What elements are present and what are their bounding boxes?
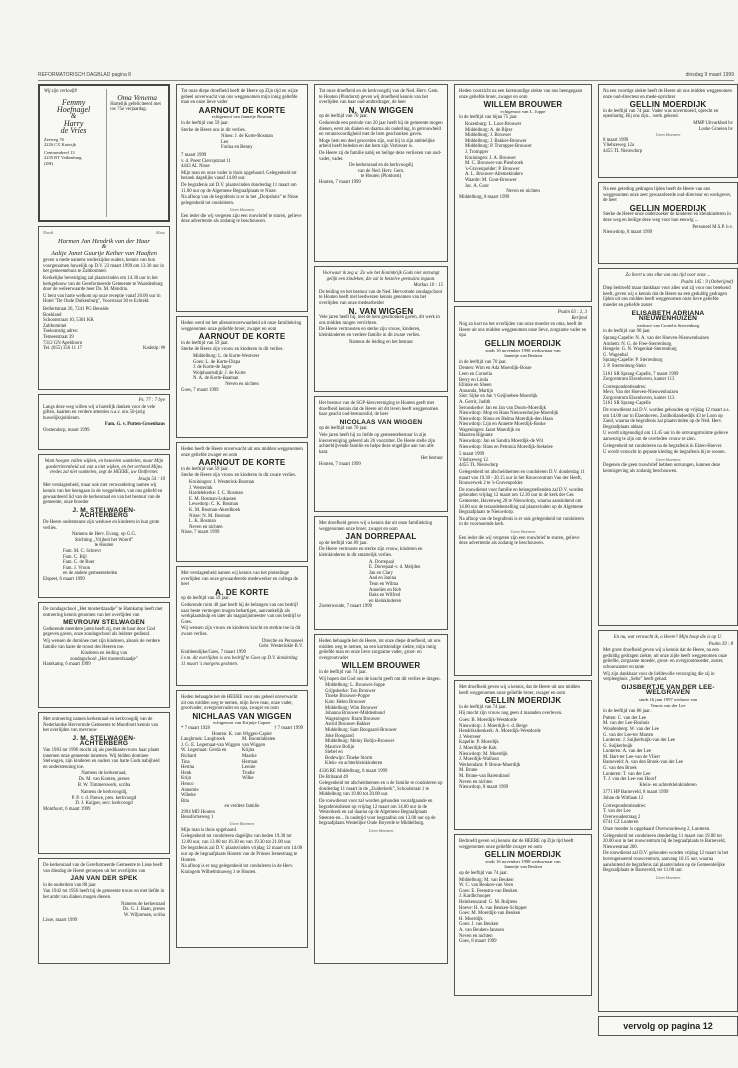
place-date: Houten, 7 maart 1999 <box>319 179 361 185</box>
notice-text: Na afloop van de begrafenis is er in het „Dorpshuis” te Nisse gelegenheid tot condoleren. <box>181 195 299 206</box>
deceased-name: J. M. STELWAGEN- ACHTERBERG <box>72 734 136 748</box>
column-5 <box>598 84 738 1036</box>
notice-text: Na afloop van de begrafenis is er ook gelegenheid tot condoleren in de voornoemde kerk. <box>459 516 584 528</box>
death-notice <box>176 442 308 562</box>
death-date: † 7 maart 1999 <box>274 725 303 731</box>
deceased-name: JAN VAN DER SPEK <box>70 875 138 883</box>
name-oma-venema: Oma Venema <box>117 93 157 102</box>
notice-text: Sterke de Heere onze onderzoeker de kinderen en kleinkinderen in deze weg en heilige deze weg voor hun eeuwig ... <box>603 212 731 223</box>
notice-text: De kerkenraad van de Gereformeerde Gemeente te Lisse heeft van dinsdag de Heere geroepen uit het overlijden van <box>43 863 163 874</box>
wedding-notice <box>38 226 170 390</box>
notice-text: De leiding en het bestuur van de Ned. Hervormde zondagschool te Houten heeft met leedwezen kennis genomen van het overlijden van onze medearbeider <box>319 289 443 306</box>
family-list: Houten: K. van Wiggen-Capier <box>212 731 272 737</box>
notice-text: Gelegenheid tot condoleren dagelijks van heden 19.30 tot 12.00 uur, van 13.00 tot 16.30 en van 19.30 tot 21.00 uur. <box>181 834 292 845</box>
notice-text: Gedurende een periode van 20 jaar heeft hij de gemeente mogen dienen, eerst als diaken en daarna als ouderling, in getrouwheid en verantwoordigheid met de hem geschonken gaven. <box>319 120 443 138</box>
notice-text: Met verslagenheid namen wij kennis van het plotselinge overlijden van onze gewaardeerde medewerker en collega de heer <box>181 571 299 588</box>
notice-text: Heden behaagde het de Heere, tot onze diepe droefheid, uit ons midden weg te nemen, na een kortstondige ziekte, mijn innig geliefde man en onze lieve zorgzame vader, groot- en overgrootvader <box>319 639 441 661</box>
notice-text: Wij wensen zijn vrouw en kinderen kracht en sterkte toe in dit zware verlies. <box>181 626 301 637</box>
family-list: Putten: C. van der Lee M. van der Lee-Boshuis Woudenberg: W. van der Lee G. van der Lee-ter Marten Lunteren: J. Suijkerbuijk-van der Lee G. Suijkerbuijk Lunteren: A. van der Lee M. Hart-ter Lee-van de Vliert Barneveld: A. van den Broek-van der Lee G. van den Broek Lunteren: T. van der Lee T. J. van der Lee-van Hoorf <box>603 715 684 783</box>
deceased-name: GELLIN MOERDIJK <box>484 850 562 860</box>
notice-text: Met grote droefheid geven wij u kennis dat de Heere, na een geduldig gedragen ziekte, uit onze zijde heeft weggenomen onze geliefde, zorgzame moeder, groot- en overgrootmoeder, zuster, schoonzuster en tante <box>603 648 728 670</box>
notice-text: in de ouderdom van 88 jaar. <box>43 882 97 888</box>
signature: Het bestuur <box>420 456 443 462</box>
deceased-name: N. VAN WIGGEN <box>348 306 414 316</box>
deceased-subtitle: echtgenoot van L. Joppe <box>500 108 546 114</box>
header-left: REFORMATORISCH DAGBLAD pagina 8 <box>38 72 131 78</box>
notice-text: Mijn man en onze vader is thuis opgebaard. Gelegenheid tot bezoek dagelijks vanaf 14.00 uur. <box>181 170 297 182</box>
family-list: Klein- en achterkleinkinderen <box>639 782 697 788</box>
family-list: M. Boomlahisten van Wiggen Krijna Maarke Herman Leonie Trudie Wilke <box>242 737 276 782</box>
family-list: en verdere familie <box>224 804 260 810</box>
death-notice <box>314 516 448 630</box>
signature: De kerkenraad en de kerkvoogdij van de Ned. Herv. Gem. te Houten (Plotdorst) <box>349 163 413 180</box>
age-line: in de leeftijd van 59 jaar. <box>181 120 229 126</box>
bible-reference: Jesaja 54 : 10 <box>137 476 165 482</box>
colleague-notice <box>176 566 308 686</box>
bible-reference: Psalm 145 : 9 (Onberijmd) <box>681 279 733 285</box>
age-line: op de leeftijd van 70 jaar. <box>319 114 368 120</box>
deceased-name: AARNOUT DE KORTE <box>198 105 286 115</box>
notice-text: Vele jaren heeft hij zo liefde op gemeentebestuur in zijn kiesvereniging geleerd als 26 voorzitter. De Heere stelle zijn achterblijvende familie en helpe deze ongelijke aan van alle kant. <box>319 432 436 455</box>
no-flowers-note: Geen bloemen <box>510 528 536 534</box>
age-line: in de leeftijd van 86 jaar. <box>603 709 651 715</box>
notice-text: Gedurende meerdere jaren heeft zij, met de haar door God gegeven gaven, onze zondagschool als leidster gediend. <box>43 626 155 638</box>
notice-text: De rouwdienst voor zal worden gehouden voorafgaande en begrafenisdienst op vrijdag 12 maart om 14.00 uur in de Westerkerk en zal daarna op de Algemene Begraafplaats Steenen-en... In oudstijd voor begraafnis om 13.00 uur op de begraafplaats Westelijke Oude Boyerde te Middelburg. <box>319 799 436 827</box>
place-date: Montfoort, 6 maart 1999 <box>43 806 91 812</box>
sunday-school-notice <box>314 266 448 392</box>
age-line: in de leeftijd van 74 jaar. <box>319 669 367 675</box>
deceased-name: WILLEM BROUWER <box>341 661 421 671</box>
bible-reference: Markus 10 : 15 <box>413 283 443 289</box>
association-notice <box>314 396 448 512</box>
bible-quote: Want hoegen vallen wijken, en heuvelen wankelen, maar Mijn goedertierenheid zal van u niet wijken, en het verbond Mijns vredes zal niet wankelen, zegt de HEERE, uw Ontfermer. <box>44 459 164 476</box>
notice-text: Het bestuur van de SGP-kiesvereniging te Houten geeft met droefheid kennis dat de Heere uit dit leven heeft weggenomen haar geacht oud-bestuurslid, de heer <box>319 401 439 418</box>
family-list: A. Dorrepaal E. Dorrepaal-v. d. Meijden Jan en Clary Aad en Janina Teun en Wilma Annelies en Rob Baks en Wilfred en kleinkinderen <box>369 559 421 604</box>
deceased-name: NICHLAAS VAN WIGGEN <box>192 711 292 721</box>
notice-header: Altoe <box>155 230 165 235</box>
closure-note: I.v.m. dit overlijden is ons bedrijf te Goes op D.V. donderdag 11 maart 's morgens gesloten. <box>181 656 298 667</box>
place-date: Goes, 8 maart 1999 <box>459 939 497 945</box>
notice-text: U bent van harte welkom op onze receptie vanaf 20.00 uur in Hotel "De Oude Duikenburg", Voorstraat 30 te Echteld. <box>43 293 161 305</box>
correspondence-address: Correspondentieadres: Mevr. Van der Hoeven-Nieuwenhuizen Zorgcentrum Elzenhoven, kamer 113 5161 SR Sprang-Capelle <box>603 384 679 407</box>
deceased-name: GELLIN MOERDIJK <box>629 203 707 213</box>
name-hoefnagel: Hoefnagel <box>56 104 91 114</box>
name-femmy: Femmy <box>61 97 86 107</box>
family-list: Neven en nichten <box>506 189 540 195</box>
signature: MMP Uitvarkhed bv Loshe Groeien bv <box>693 120 733 132</box>
notice-text: Wij wensen de dominee met zijn kinderen, alsook de verdere familie van harte de troost des Heeren toe. <box>43 638 161 650</box>
place-date: Nieuwdorp, 8 maart 1999 <box>459 785 509 791</box>
bible-reference: Psalm 63 : 2, 3 Berijmd <box>557 310 587 321</box>
notice-text: De rouwdienst zal D.V. worden gehouden op vrijdag 12 maart a.s. om 14.00 uur in Elzenhoven, Zuidhollandsedijk 43 te Loon op Zand, waarna de begrafenis zal plaatsvinden op de Ned. Herv. Begraafplaats aldaar. <box>603 408 730 430</box>
notice-text: De begrafenis zal D.V. plaatsvinden vrijdag 12 maart om 14.00 uur op de begraafplaats Houten van de Prinses Irenestraag te Houten. <box>181 846 303 863</box>
family-list: Sprang-Capelle: N. A. van der Hoeven-Nieuwenhuizen Arnhem: N. G. de Free-Sterrenburg Hengelo: G. N. Wagenhal-Sterrenburg G. Wagenhal Sprang-Capelle: P. Sterrenburg J. P. Sterrenburg-Stein <box>603 335 709 369</box>
age-line: op de leeftijd van 59 jaar. <box>181 596 230 602</box>
deceased-name: ELISABETH ADRIANA NIEUWENHUIZEN <box>631 309 705 323</box>
place-date: Nieuwdorp, 8 maart 1999 <box>603 230 653 236</box>
name-harry: Harry <box>63 118 84 128</box>
company-notice <box>598 182 738 264</box>
address-block: 2994 MD Houten Beaufortseweg 1 <box>181 809 215 821</box>
correspondence-address: Correspondentieadres: T. van der Lee Overwoudestraag 2 6741 CZ Lunteren <box>603 803 647 826</box>
address-line: 2235 BT Valkenburg <box>44 155 82 161</box>
family-list: Goes: B. Moerdijk-Westdorde Nieuwdorp: J. Moerdijk-v. d. Berge Hendriksikeskerk: A. Moerdijk-Westdorde J. Westveer Kapelle: P. Moerdijk J. Moerdijk-de Kok Nieuwdorp: M. Moerdijk J. Moerdijk-Walhout Werkendam: P. Brune-Moerdijk M. Brune M. Brune-van Barendraud Neven en nichten <box>459 717 541 785</box>
family-list: Middelburg: L. de Korte-Westveer Goes: L. de Korte-Dispa J. de Korte-de Jager Wolphaartsdijk: J. de Korte N. A. de Korte-Baaman <box>193 353 260 382</box>
signature: Namens de kerkenraad, Ds. M. van Kooten, preses B. W. Timmerswerk, scriba <box>77 771 131 788</box>
place-date: Houten, 7 maart 1999 <box>319 461 361 467</box>
notice-text: Gelegenheid tot afscheidnemen en condoleren D.V. donderdag 11 maart van 19.30 - 20.15 uur in het Rouwcentrum Van der Heeft, Bouwerwek 2 te 's-Gravenpolder. <box>459 470 585 487</box>
notice-text: Nog zo kort na het overlijden van onze moeder en oma, heeft de Heere uit ons midden weggenomen onze lieve, zorgzame vader en opa <box>459 322 587 339</box>
place-date: Elspeet, 6 maart 1999 <box>43 576 85 582</box>
notice-text: Moge hem ten deel geworden zijn, wat hij in zijn ambtelijke arbeid heeft beleden en dat hem zijn Verlosser is. <box>319 138 435 150</box>
signature: Namens de leiding en het bestuur <box>348 339 414 345</box>
place-date: Hamkamp, 6 maart 1999 <box>43 662 91 668</box>
family-list: Deuten: Wim en Ada Moerdijk-Bosse Leen en Cornelia Berry en Linda Ellinke en Sheen Annanda, Martijn Sint: Sijke en Jan 't Geijloeben-Moerdijk A. Gerrit, Judith Serooskerke: Jan en Jan van Doorn-Moerdijk Nieuwdorp: Mop en Hans Nieuwenhuijse-Moerdijk Nieuwdorp: Rinus en Helma Moerdijk-den Haan Nieuwdorp: Lijn en Annette Moerdijk-Boske Wageningen: Jaant Moerdijk en Maarten Bijpunte Nieuwdorp: Jan en Sandra Moerdijk-de Wit Nieuwdorp: Hans en Petronia Moerdijk-Stekelee <box>459 366 559 450</box>
notice-text: Kerkelijke bevestiging zal plaatsvinden om 14.30 uur in het kerkgebouw van de Gereformeerde Gemeente te Waardenburg door de weleerwaarde heer Ds. M. Mondria. <box>43 275 163 293</box>
signature: Personeel M.S.P. b.v. <box>692 224 733 230</box>
notice-text: Sterke de Heere ons in dit verlies. <box>181 127 246 133</box>
church-notice <box>314 84 448 262</box>
death-notice <box>176 84 308 312</box>
age-line: in de leeftijd van 59 jaar. <box>181 340 229 346</box>
notice-text: U wordt verzocht in gepaste kleding de begrafenis bij te wonen. <box>603 450 726 456</box>
notice-text: De Heere vertrooste en sterke zijn vrouw, kinderen en kleinkinderen in dit smartelijk verlies. <box>319 547 423 558</box>
signature: Directie en Personeel Gebr. Westerinkle B.V. <box>258 638 303 650</box>
name-list: Fam. M. C. Schrevr Fam. C. Bijl Fam. C. de Boer Fam. J. Vroon en de andere gemeenteleden <box>63 548 118 577</box>
deceased-subtitle: sinds 16 november 1998 weduwnaar van Jannetje van Beuken <box>485 347 561 359</box>
address-block: 8 maart 1999 Vliebzeweg 12a 4455 TL Nieuwdorp <box>603 137 643 154</box>
address-block: 5 maart 1999 Vliebzeweg 12 4455 TL Nieuwdorp <box>459 452 499 469</box>
page-header <box>38 72 734 81</box>
place-date: Zoeterwoude, 7 maart 1999 <box>319 604 373 610</box>
congrats-text: Hartelijk gefeliciteerd met uw 75e verjaardag. <box>110 101 161 113</box>
notice-text: De Heere ondersteune zijn weduwe en kinderen in hun grote verlies. <box>43 519 160 531</box>
notice-text: Heden voorzicht na een kortstondige ziekte van ons heengegaan onze geliefde broer, zwager en oom <box>459 89 583 100</box>
notice-text: geven u mede namens wederzijdse ouders, kennis van hun voorgenomen huwelijk op D.V. 23 maart 1999 om 13.30 uur in het gemeentehuis te Zaltbommel. <box>43 258 164 275</box>
condolence-notice <box>38 454 170 598</box>
ampersand: & <box>101 243 107 250</box>
no-flowers-note: Geen bloemen <box>368 828 394 833</box>
family-list: Middelburg: L. Brouwer-Joppe Grijpskerke: Ton Brouwer Tineke Brouwer-Poppe Kats: Helen Brouwer Middelburg: Wim Brouwer Johanna Brouwer-Middenhuud Wageningen: Bram Brouwer Astrid Brouwer-Bakker Middelburg: Sam Boogaard-Brouwer Joke Boogaard Middelburg: Meiny Bolijn-Brouwer Maurice Bolijn <box>325 683 397 750</box>
place-date: Nisse, 7 maart 1999 <box>181 530 220 536</box>
notice-text: De zondagschool „Het mosterdzaadje” te Hamkamp heeft met ontroering kennis genomen van het overlijden van <box>43 607 163 618</box>
signature: Fam. G. v. Putten-Groenhaus <box>104 422 165 428</box>
place-date: Lisse, maart 1999 <box>43 918 78 924</box>
deceased-name: AARNOUT DE KORTE <box>198 458 286 468</box>
continued-on-page-link[interactable]: vervolg op pagina 12 <box>598 1016 738 1036</box>
notice-text: Na een geleding gedragen lijden heeft de Heere van ons weggenomen onze zeer gewaardeerde oud-directeur en werkgever, de heer <box>603 187 732 204</box>
address-line: 2226 CX Katwijk <box>44 142 76 148</box>
deceased-subtitle: echtgenoot van Jannetje Bosman <box>211 114 273 120</box>
deceased-name: J. M. STELWAGEN- ACHTERBERG <box>72 506 136 520</box>
age-line: op de leeftijd van 70 jaar. <box>319 426 368 432</box>
notice-text: Van 1983 tot 1996 mocht zij als predikantsvrouw haar plaats innemen onze gemeente innemen. Wij bidden dominee Stelwagen, zijn kinderen en ouders van harte Gods nabijheid en ondersteuning toe. <box>43 747 160 770</box>
gift-tip: Kadotip: ✉ <box>142 346 165 352</box>
signature: Kinderen en leiding van zondagschool „Het mosterdzaadje” <box>70 651 138 662</box>
age-line: in de leeftijd van 59 jaar. <box>181 466 229 472</box>
family-list: Siebel en Bodewijn: Tineke Storm Klein- en achterkleinkinderen <box>325 750 383 767</box>
notice-text: Met verslagenheid, maar ook met verwondering namen wij kennis van het heengaan in de weggeleden, van ons geliefd en gewaardeerd lid van de kerkenraad en van het bestuur van de gemeente, onze broeder <box>43 483 163 506</box>
notice-text: Heden heeft de Heere onverwacht uit ons midden weggenomen onze geliefde zwager en oom <box>181 447 303 458</box>
death-notice <box>598 630 738 1012</box>
notice-text: De rouwdienst voor familie en belangstellenden zal D.V. worden gehouden vrijdag 12 maart om 12.30 uur in de kerk der Ger. Gemeente, Havenweg 28 te Nieuwdorp, waarna aansluitend om 14.00 uur de teraardebestelling zal plaatsvinden op de Algemene Begraafplaats te Nieuwdorp. <box>459 487 584 516</box>
deceased-name: WILLEM BROUWER <box>483 100 563 110</box>
engagement-notice <box>38 84 170 222</box>
deceased-name: N. VAN WIGGEN <box>348 105 414 115</box>
company-notice <box>598 84 738 178</box>
notice-text: De rouwdienst zal D.V. gehouden worden vrijdag 12 maart in het bovengenoemd rouwcentrum, aanvang 10.15 uur, waarna aansluitend de begrafenis zal plaatsvinden op de Gemeentelijke Begraafplaats te Barneveld, ter 11.00 uur. <box>603 851 729 874</box>
notice-text: Diep bedroefd maar dankbaar voor alles wat zij voor ons betekend heeft, geven wij u kennis dat de Heere na een geduldig gedragen lijden uit ons midden heeft weggenomen onze lieve geliefde moeder en geliefde zuster <box>603 286 731 308</box>
death-notice <box>454 306 592 676</box>
bible-quote: Zo lleert u ons elke van ons tijd voor onze ... <box>625 273 711 278</box>
notice-text: Heden behaagde het de HEERE voor ons geheel onverwacht uit ons midden weg te nemen, mijn lieve man, onze vader, grootvader, overgrootvader en opa, zwager en oom <box>181 695 298 712</box>
age-line: op de leeftijd van 89 jaar. <box>319 540 368 546</box>
column-1 <box>38 84 170 968</box>
notice-text: Met droefheid geven wij u kennis dat uit onze familiekring weggenomen onze broer, zwager en oom <box>319 521 433 532</box>
family-list: Kruiningen: J. Westerink-Bosman J. Westerink Hardelekerke: J. C. Bosman E. M. Bosman-Lukassen Lewedorp: C. K. Bosman K. M. Bosman-Akerdboek Nisse: N. M. Bosman L. K. Bosman Neven en nichten <box>189 479 255 530</box>
birth-date: * 7 maart 1928 <box>181 725 210 731</box>
signature: Namens de kerkvoogdij, P. P. v. d. Pauwe, pres. kerkvoogd D. J. Kuijper, secr. kerkvoogd <box>71 790 137 807</box>
deceased-name: JAN DORREPAAL <box>345 532 417 542</box>
notice-text: Bedroefd geven wij kennis dat de HEERE op Zijn tijd heeft weggenomen onze geliefde zwager en oom <box>459 839 574 850</box>
age-line: in de leeftijd van 90 jaar. <box>603 329 651 335</box>
no-flowers-note: Geen bloemen <box>229 207 255 213</box>
notice-text: Een ieder die wij vergeten zijn een rouwbrief te sturen, gelieve deze advertentie als zodanig te beschouwen. <box>459 535 580 547</box>
column-2 <box>176 84 308 952</box>
address-block: 5161 SR Sprang-Capelle, 7 maart 1999 Zorgcentrum Elzenhoven, kamer 113 <box>603 371 679 383</box>
family-list: Middelburg: M. van Beuken W. C. van Beuken-van Veen Goes: E. Feenstra-van Beuken J. Kardbchooper Heinkenszand: G. M. Ruijtens Hoeve: H. A. van Beuken-Schipper Goes: M. Moerdijk-van Beuken H. Moerdijk Goes: J. van Beuken A. van Beuken-Janssen Neven en nichten <box>459 877 527 939</box>
deceased-subtitle: weduwe van Cornelis Sterrenburg <box>636 322 700 328</box>
notice-text: Gelegenheid tot condoleren donderdag 11 maart van 19.00 tot 20.00 uur in het rouwcentrum bij de begraafplaats te Barneveld, Nieuwestraat 260. <box>603 833 726 850</box>
death-notice <box>176 690 308 948</box>
notice-text: Onze moeder is opgebaard Overwoudeweg 2, Lunteren. <box>603 827 711 832</box>
notice-text: Heden werd tot het allesomvoerwaarheid uit onze familiekring weggenomen onze geliefde broer, zwager en oom <box>181 321 302 332</box>
condolence-notice <box>38 602 170 708</box>
notice-text: Vele jaren heeft hij, met de hem geschonken gaven, dit werk in ons midden mogen verrichten. <box>319 315 440 326</box>
bible-reference: Ps. 77 : 7 bye <box>138 398 165 403</box>
notice-text: Tot onze droefheid en de kerkvoogdij van de Ned. Herv. Gem. te Houten (Plotdorst) geven wij droefheid kennis van het overlijden van haar oud-ambtsdrager, de heer <box>319 89 439 106</box>
notice-text: Sterke de Heere zijn vrouw en kinderen in dit zware verlies. <box>181 473 297 479</box>
bible-quote: En nu, wat verwacht ik, o Heere? Mijn hoop die is op U. <box>613 635 723 640</box>
notice-text: Wij zijn dankbaar voor de liefdevolle verzorging die zij in verpleeghuis „Sebo” heeft gehad. <box>603 671 715 683</box>
notice-text: Gelegenheid tot afscheidnemen en u de familie te condoleren op donderdag 11 maart in de „Zuiderkerk”, Schoolstraat 1 te Middelburg van 19.00 tot 20.00 uur. <box>319 781 443 798</box>
notice-text: Een ieder die wij vergeten zijn een rouwbrief te sturen, gelieve deze advertentie als zodanig te beschouwen. <box>181 213 302 225</box>
condolence-notice <box>38 712 170 854</box>
family-list: Nines: J. de Korte-Bosman Leo Farina en Benny <box>221 134 273 151</box>
address-line: Zeeweg 76 <box>44 136 64 142</box>
address-block: 4336 RE Middelburg, 8 maart 1999 De Britsand 49 <box>319 769 388 780</box>
column-3 <box>314 84 448 968</box>
place-date: Goes, 7 maart 1999 <box>181 387 219 393</box>
notice-text: in de leeftijd van 74 jaar. Vader was onvermoeid, oprecht en openhartig. Bij ons zijn... werk gekend. <box>603 108 719 120</box>
bible-reference: Psalm 39 : 8 <box>708 641 733 647</box>
age-line: in de leeftijd van 74 jaar. <box>459 704 507 710</box>
column-4 <box>454 84 592 1000</box>
family-list: Langbroek: Langbroek J. G. E. Legemaat-van Wiggen W. Legemaat: Gerda en Richard Tina Herma Henk Krijn Henco Annemie Wibeke Rita <box>181 737 240 804</box>
death-notice <box>454 834 592 996</box>
name-de-vries: de Vries <box>60 125 87 135</box>
signature: Namens de Herv. Evang. op G.G. Stichting „Vrijheit het Woord” te Houten <box>71 532 137 549</box>
deceased-name: GELLIN MOERDIJK <box>484 696 562 706</box>
age-line: in de leeftijd van bijna 75 jaar. <box>459 115 518 121</box>
deceased-name: AARNOUT DE KORTE <box>198 332 286 342</box>
notice-text: Wij hopen dat God ons de kracht geeft om dit verlies te dragen. <box>319 676 441 682</box>
age-line: in de leeftijd van 70 jaar. <box>459 359 507 365</box>
notice-text: Tot onze diepe droefheid heeft de Heere op Zijn tijd en wijze geheel onverwacht van ons weggenomen mijn innig geliefde man en onze lieve vader <box>181 89 299 106</box>
no-flowers-note: Geen bloemen <box>655 132 681 138</box>
notice-text: Met ontroering namen kerkenraad en kerkvoogdij van de Nederlandse Hervormde Gemeente te Montfoort kennis van het overlijden van mevrouw <box>43 717 159 734</box>
notice-text: De begrafenis zal D.V. plaatsvinden donderdag 11 maart om 11.00 uur op de Algemene Begraafplaats te Nisse. <box>181 182 297 194</box>
bride-name: Aaltje Janet Guurtje Kether van Haaften <box>51 250 157 258</box>
deceased-name: GIJSBERTJE VAN DER LEE-WELGRAVEN <box>621 683 715 697</box>
address-block: 3771 HP Barneveld, 8 maart 1999 Johan de Wittlaan 12 <box>603 790 669 802</box>
notice-text: U wordt uitgenodigd om 13.45 uur in de ontvangstruimte gelieve aanwezig te zijn om de overleden vrouw te zien. <box>603 431 728 443</box>
notice-text: De Heere zij de familie nabij en heilige deze verliezen van oud-vader, vader. <box>319 150 442 162</box>
signature: Namens de kerkenraad Ds. G. J. Baan, preses W. Wiljomsen, scriba <box>121 901 165 918</box>
notice-text: Gelegenheid tot condoleren na de begrafenis in Elzen-Hoever. <box>603 443 723 449</box>
place-date: Oostendorp, maart 1999 <box>43 427 90 433</box>
death-notice <box>314 634 448 964</box>
thank-you-notice <box>38 394 170 450</box>
age-line: op de leeftijd van 74 jaar. <box>459 870 508 876</box>
address-block: 7 maart 1999 v. d. Poest Clercqstraat 11 4443 AL Nisse <box>181 152 231 170</box>
future-address: Toekomstig adres: Temeerstraat 39 7312 GN Apeldoorn Tel. (055) 356 11 17 <box>43 329 83 352</box>
death-notice <box>598 268 738 626</box>
address-block: Bellertstraat 26, 7241 PG Beneide Boekland Schoonstraat 10, 5301 KK Zaltbommel <box>43 306 109 329</box>
notice-text: Van 1942 tot 1956 heeft hij de gemeente trouw en met liefde in het ambt van diaken mogen dienen. <box>43 889 165 900</box>
deceased-name: MEVROUW STELWAGEN <box>63 619 145 627</box>
bible-quote: Voorwaar ik zeg u: Zo wie het Koninkrijk Gods niet ontvangt gelijk een kindeken, die zal in hetzelve geenszins ingaan. <box>322 271 440 282</box>
deceased-subtitle: sinds 16 november 1998 weduwnaar van Jannetje van Beuken <box>485 858 561 870</box>
deceased-name: GELLIN MOERDIJK <box>629 100 707 110</box>
ampersand: & <box>70 111 77 120</box>
no-flowers-note: Geen bloemen <box>655 874 681 880</box>
notice-text: Na afloop is er nog gelegenheid tot condoleren in de Herv. Kraingein Wilhelminaweg 1 te Houten. <box>181 864 294 875</box>
place-date: Middelburg, 8 maart 1999 <box>459 194 510 200</box>
header-right: dinsdag 9 maart 1999 <box>685 72 734 78</box>
death-notice <box>454 680 592 830</box>
deceased-subtitle: sinds 16 juni 1997 weduwe van Teunis van der Lee <box>638 696 698 708</box>
condolence-notice <box>38 858 170 964</box>
notice-header: Wij zijn verloofd! <box>44 89 78 94</box>
deceased-name: GELLIN MOERDIJK <box>484 338 562 348</box>
notice-text: Degenen die geen rouwbrief hebben ontvangen, kunnen deze kennisgeving als zodanig beschouwen. <box>603 463 721 474</box>
notice-text: Na een voortige ziekte heeft de Heere uit ons midden weggenomen onze oud-directeur en mede-oprichter <box>603 89 732 100</box>
death-notice <box>176 316 308 438</box>
deceased-subtitle: echtgenoot van Krijntje Capaer <box>213 720 271 726</box>
no-flowers-note: Geen bloemen <box>229 821 255 827</box>
deceased-name: A. DE KORTE <box>215 587 269 597</box>
death-notice <box>454 84 592 302</box>
family-list: Neven en nichten <box>225 381 259 387</box>
address-line: (ZH) <box>44 160 53 166</box>
notice-text: Sterke de Heere zijn vrouw en kinderen in dit verlies. <box>181 347 284 353</box>
deceased-name: NICOLAAS VAN WIGGEN <box>339 418 423 426</box>
notice-text: Langs deze weg willen wij u hartelijk danken voor de vele giften, kaarten en verdere attenties n.a.v. ons 50-jarig huwelijksjubileum. <box>43 404 156 421</box>
groom-name: Harmen Jan Hendrik van der Haar <box>58 237 150 245</box>
family-list: Rozenburg: L. Loot-Brouwer Middelburg: A. de Bijter Middelburg: J. Brouwer Middelburg: J. Bakker-Brouwer Middelburg: P. Trompper-Brouwer J. Trompper Kruiningen: J. A. Brouwer M. C. Brouwer-van Pienbroek 's-Gravenpolder: P. Brouwer A. L. Brouwer-Allemekinders Waarde: M. Gout-Brouwer Jac. A. Gout <box>465 121 532 189</box>
notice-text: Hij mocht zijn vrouw nog geen 4 maanden overleven. <box>459 711 563 717</box>
no-flowers-note: Geen bloemen <box>655 456 681 462</box>
notice-header: Nordt <box>43 230 54 235</box>
place-date: Krabbendijke/Goes, 7 maart 1999 <box>181 649 247 655</box>
notice-text: Gedurende ruim 40 jaar heeft hij de belangen van ons bedrijf naar beste vermogen mogen behartigen, aanvankelijk als werkplaatshulp en later als magazijnmeester van ons bedrijf te Goes. <box>181 602 301 625</box>
notice-text: Met droefheid geven wij u kennis, dat de Heere uit ons midden heeft weggenomen onze geliefde broer, zwager en oom <box>459 685 580 696</box>
notice-text: De Heere vertroosten en sterke zijn vrouw, kinderen, kleinkinderen en verdere familie in dit zware verlies. <box>319 327 421 338</box>
notice-text: Mijn man is thuis opgebaard. <box>181 827 238 833</box>
address-line: Centrumdreef 13 <box>44 149 75 155</box>
